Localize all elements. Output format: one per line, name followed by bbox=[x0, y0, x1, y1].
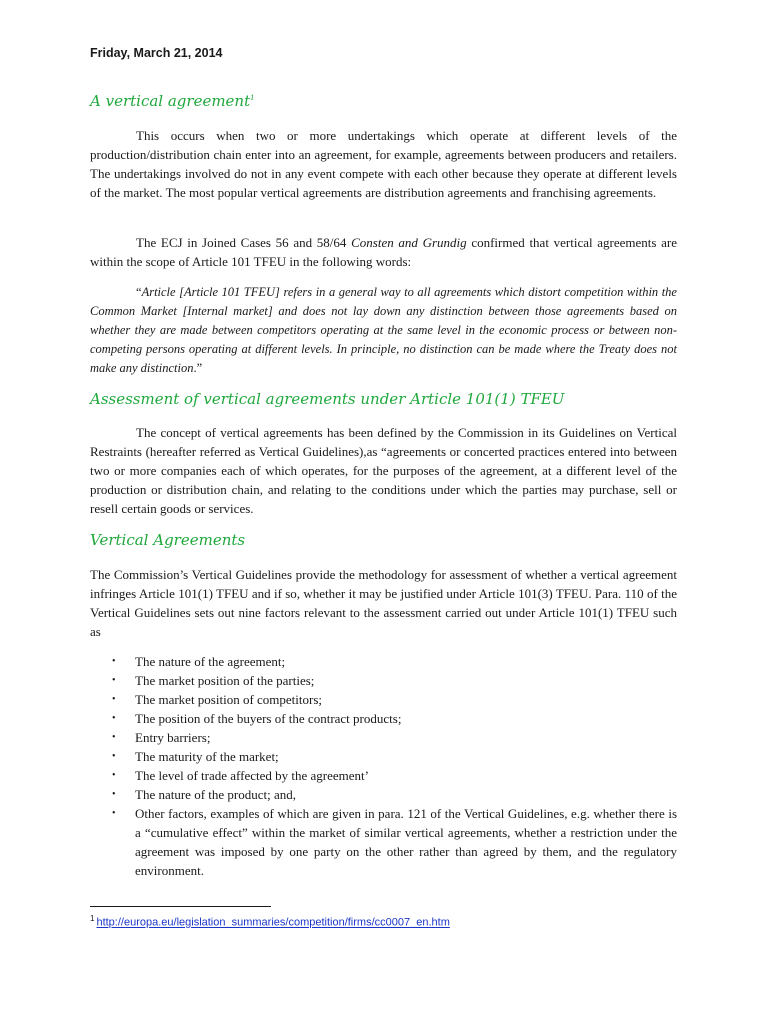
quote-close: .” bbox=[193, 361, 203, 375]
footnote-divider bbox=[90, 906, 271, 907]
list-item: • The market position of the parties; bbox=[90, 671, 677, 690]
list-item: • The market position of competitors; bbox=[90, 690, 677, 709]
list-item: • The maturity of the market; bbox=[90, 747, 677, 766]
list-item: • The level of trade affected by the agreement’ bbox=[90, 766, 677, 785]
section-heading-vertical-agreement bbox=[90, 92, 255, 110]
heading-text: A vertical agreement bbox=[90, 92, 251, 110]
quote-text: Article [Article 101 TFEU] refers in a general way to all agreements which distort competition within the Common Market [Internal market] and does not lay down any distinction between those agreements based on whether they are made between competitors operating at the same level in the economic process or between non-competing persons operating at different levels. In principle, no distinction can be made where the Treaty does not make any distinction bbox=[90, 285, 677, 375]
paragraph-ecj-case bbox=[90, 233, 677, 271]
footnote-ref[interactable]: 1 bbox=[250, 94, 255, 102]
footnote-link[interactable]: http://europa.eu/legislation_summaries/competition/firms/cc0007_en.htm bbox=[96, 916, 450, 929]
footnote-number: 1 bbox=[90, 914, 95, 923]
list-item: • The nature of the product; and, bbox=[90, 785, 677, 804]
section-heading-assessment: Assessment of vertical agreements under Article 101(1) TFEU bbox=[90, 390, 565, 408]
list-item: • The nature of the agreement; bbox=[90, 652, 677, 671]
footnote bbox=[90, 914, 450, 929]
section-heading-vertical-agreements: Vertical Agreements bbox=[90, 531, 246, 549]
paragraph-text: The ECJ in Joined Cases 56 and 58/64 bbox=[136, 235, 352, 250]
quote-open: “ bbox=[136, 285, 142, 299]
list-item: • Other factors, examples of which are given in para. 121 of the Vertical Guidelines, e.g. whether there is a “cumulative effect” within the market of similar vertical agreements, whether a restriction under the agreement was imposed by one party on the other rather than agreed by them, and the regulatory environment. bbox=[90, 804, 677, 880]
page-date: Friday, March 21, 2014 bbox=[90, 46, 223, 60]
list-item: • Entry barriers; bbox=[90, 728, 677, 747]
block-quote bbox=[90, 283, 677, 378]
paragraph-definition: This occurs when two or more undertakings which operate at different levels of the production/distribution chain enter into an agreement, for example, agreements between producers and retailers. The undertakings involved do not in any event compete with each other because they operate at different levels of the market. The most popular vertical agreements are distribution agreements and franchising agreements. bbox=[90, 128, 677, 200]
case-name: Consten and Grundig bbox=[351, 235, 467, 250]
paragraph-methodology: The Commission’s Vertical Guidelines provide the methodology for assessment of whether a vertical agreement infringes Article 101(1) TFEU and if so, whether it may be justified under Article 101(3) TFEU. Para. 110 of the Vertical Guidelines sets out nine factors relevant to the assessment carried out under Article 101(1) TFEU such as bbox=[90, 567, 677, 639]
paragraph-text: confirmed that vertical agreements are within the scope of Article 101 TFEU in the following words: bbox=[90, 235, 678, 269]
factors-list bbox=[90, 652, 677, 880]
list-item: • The position of the buyers of the contract products; bbox=[90, 709, 677, 728]
paragraph-concept: The concept of vertical agreements has been defined by the Commission in its Guidelines on Vertical Restraints (hereafter referred as Vertical Guidelines),as “agreements or concerted practices entered into between two or more companies each of which operates, for the purposes of the agreement, at a different level of the production or distribution chain, and relating to the conditions under which the parties may purchase, sell or resell certain goods or services. bbox=[90, 425, 677, 516]
